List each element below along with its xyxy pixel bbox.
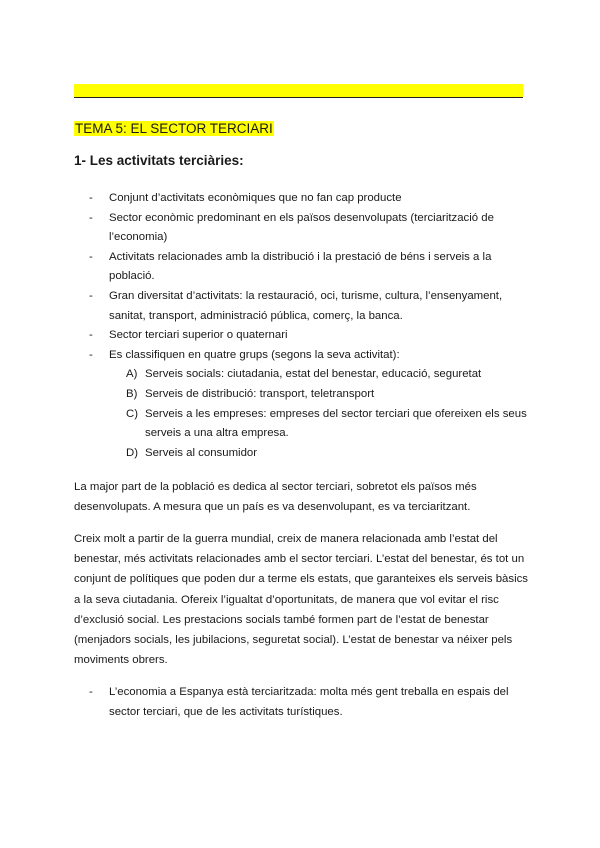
list-item-text: Activitats relacionades amb la distribució i la prestació de béns i serveis a la població. xyxy=(109,250,492,283)
list-item-text: Gran diversitat d’activitats: la restauració, oci, turisme, cultura, l’ensenyament, sanitat, transport, administració pública, comerç, la banca. xyxy=(109,289,503,322)
bullet-dash: - xyxy=(89,211,93,224)
list-item-text: Sector terciari superior o quaternari xyxy=(109,329,288,342)
page-title xyxy=(74,120,274,138)
group-text: Serveis al consumidor xyxy=(145,446,258,459)
section-heading: 1- Les activitats terciàries: xyxy=(74,153,244,168)
list-item xyxy=(74,189,534,209)
bullet-list xyxy=(74,189,534,463)
highlight-bar xyxy=(74,84,523,98)
list-item-text: Es classifiquen en quatre grups (segons la seva activitat): xyxy=(109,348,400,361)
paragraph: Creix molt a partir de la guerra mundial, creix de manera relacionada amb l’estat del benestar, més activitats relacionades amb el sector terciari. L’estat del benestar, és tot un conjunt de polítiques que poden dur a terme els estats, que garanteixes els serveis bàsics a la seva ciutadania. Ofereix l’igualtat d’oportunitats, de manera que vol evitar el risc d’exclusió social. Les prestacions socials també formen part de l’estat de benestar (menjadors socials, les jubilacions, seguretat social). L’estat de benestar va néixer pels moviments obrers. xyxy=(74,533,528,667)
paragraph: La major part de la població es dedica al sector terciari, sobretot els països més desenvolupats. A mesura que un país es va desenvolupant, es va terciaritzant. xyxy=(74,481,477,514)
final-bullet-list xyxy=(74,682,534,722)
bullet-dash: - xyxy=(89,289,93,302)
list-item-text: Conjunt d’activitats econòmiques que no fan cap producte xyxy=(109,192,402,204)
list-item xyxy=(74,682,534,722)
list-item xyxy=(74,209,534,248)
group-text: Serveis de distribució: transport, teletransport xyxy=(145,387,375,400)
group-letter: C) xyxy=(126,407,139,420)
bullet-dash: - xyxy=(89,686,93,698)
group-letter: A) xyxy=(126,368,138,381)
group-item xyxy=(109,444,534,464)
group-item xyxy=(109,365,534,385)
page-title-text: TEMA 5: EL SECTOR TERCIARI xyxy=(75,121,273,136)
bullet-dash: - xyxy=(89,348,93,361)
group-letter: D) xyxy=(126,446,139,459)
groups-list xyxy=(109,365,534,463)
group-text: Serveis socials: ciutadania, estat del benestar, educació, seguretat xyxy=(145,368,482,381)
bullet-dash: - xyxy=(89,192,93,204)
group-item xyxy=(109,385,534,405)
list-item xyxy=(74,287,534,326)
list-item xyxy=(74,346,534,464)
bullet-dash: - xyxy=(89,329,93,342)
list-item-text: Sector econòmic predominant en els països desenvolupats (terciarització de l’economia) xyxy=(109,211,494,244)
group-item xyxy=(109,405,534,444)
list-item xyxy=(74,326,534,346)
group-text: Serveis a les empreses: empreses del sector terciari que ofereixen els seus serveis a una altra empresa. xyxy=(145,407,527,440)
group-letter: B) xyxy=(126,387,138,400)
bullet-dash: - xyxy=(89,250,93,263)
list-item xyxy=(74,248,534,287)
list-item-text: L’economia a Espanya està terciaritzada: molta més gent treballa en espais del sector terciari, que de les activitats turístiques. xyxy=(109,686,509,719)
